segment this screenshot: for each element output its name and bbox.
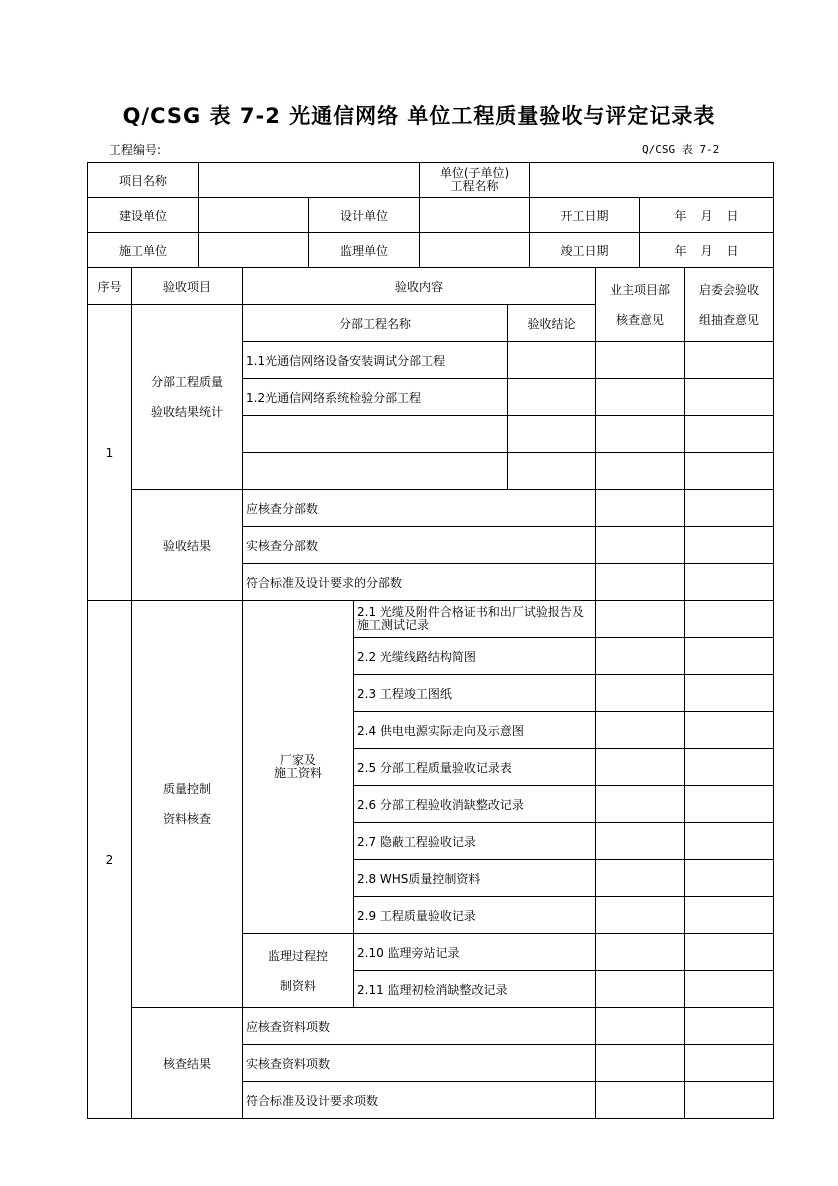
acceptance-table	[87, 267, 774, 1119]
owner-opinion-cell[interactable]	[596, 1008, 685, 1045]
completion-date-field[interactable]	[640, 233, 774, 268]
conclusion-cell[interactable]	[508, 342, 596, 379]
owner-opinion-cell[interactable]	[596, 527, 685, 564]
document-row: 2.6 分部工程验收消缺整改记录	[354, 786, 596, 823]
owner-opinion-cell[interactable]	[596, 601, 685, 638]
committee-opinion-cell[interactable]	[685, 1082, 774, 1119]
unit-project-name-field[interactable]	[530, 163, 774, 198]
committee-opinion-cell[interactable]	[685, 823, 774, 860]
document-row: 2.2 光缆线路结构简图	[354, 638, 596, 675]
col-header-conclusion: 验收结论	[508, 305, 596, 342]
col-header-committee: 启委会验收 组抽查意见	[685, 268, 774, 342]
owner-opinion-cell[interactable]	[596, 934, 685, 971]
owner-opinion-cell[interactable]	[596, 897, 685, 934]
section2-label: 质量控制 资料核查	[132, 601, 243, 1008]
document-row: 2.8 WHS质量控制资料	[354, 860, 596, 897]
committee-opinion-cell[interactable]	[685, 416, 774, 453]
project-name-label: 项目名称	[88, 163, 199, 198]
committee-opinion-cell[interactable]	[685, 749, 774, 786]
committee-opinion-cell[interactable]	[685, 564, 774, 601]
month-label: 月	[700, 208, 713, 223]
committee-opinion-cell[interactable]	[685, 1045, 774, 1082]
design-unit-label: 设计单位	[309, 198, 420, 233]
owner-opinion-cell[interactable]	[596, 416, 685, 453]
start-date-field[interactable]	[640, 198, 774, 233]
result-row: 应核查资料项数	[243, 1008, 596, 1045]
committee-opinion-cell[interactable]	[685, 675, 774, 712]
committee-opinion-cell[interactable]	[685, 342, 774, 379]
form-code: Q/CSG 表 7-2	[642, 143, 720, 156]
result-row: 符合标准及设计要求项数	[243, 1082, 596, 1119]
sub-project-row[interactable]	[243, 453, 508, 490]
owner-opinion-cell[interactable]	[596, 712, 685, 749]
committee-opinion-cell[interactable]	[685, 897, 774, 934]
unit-project-name-label: 单位(子单位) 工程名称	[420, 163, 530, 198]
owner-opinion-cell[interactable]	[596, 342, 685, 379]
document-row: 2.11 监理初检消缺整改记录	[354, 971, 596, 1008]
owner-opinion-cell[interactable]	[596, 823, 685, 860]
section2-number: 2	[88, 601, 132, 1119]
committee-opinion-cell[interactable]	[685, 379, 774, 416]
construction-unit-label: 建设单位	[88, 198, 199, 233]
col-header-item: 验收项目	[132, 268, 243, 305]
construction-unit-field[interactable]	[199, 198, 309, 233]
group2-label: 监理过程控 制资料	[243, 934, 354, 1008]
project-number-label: 工程编号:	[109, 143, 162, 157]
project-name-field[interactable]	[199, 163, 420, 198]
build-unit-label: 施工单位	[88, 233, 199, 268]
section2-result-label: 核查结果	[132, 1008, 243, 1119]
document-row: 2.9 工程质量验收记录	[354, 897, 596, 934]
committee-opinion-cell[interactable]	[685, 1008, 774, 1045]
document-row: 2.3 工程竣工图纸	[354, 675, 596, 712]
owner-opinion-cell[interactable]	[596, 971, 685, 1008]
document-row: 2.4 供电电源实际走向及示意图	[354, 712, 596, 749]
owner-opinion-cell[interactable]	[596, 860, 685, 897]
result-row: 实核查资料项数	[243, 1045, 596, 1082]
build-unit-field[interactable]	[199, 233, 309, 268]
committee-opinion-cell[interactable]	[685, 860, 774, 897]
committee-opinion-cell[interactable]	[685, 527, 774, 564]
result-row: 应核查分部数	[243, 490, 596, 527]
owner-opinion-cell[interactable]	[596, 453, 685, 490]
owner-opinion-cell[interactable]	[596, 1082, 685, 1119]
day-label: 日	[726, 208, 739, 223]
owner-opinion-cell[interactable]	[596, 1045, 685, 1082]
document-row: 2.10 监理旁站记录	[354, 934, 596, 971]
col-header-sub-name: 分部工程名称	[243, 305, 508, 342]
committee-opinion-cell[interactable]	[685, 712, 774, 749]
conclusion-cell[interactable]	[508, 379, 596, 416]
section1-label: 分部工程质量 验收结果统计	[132, 305, 243, 490]
start-date-label: 开工日期	[530, 198, 640, 233]
committee-opinion-cell[interactable]	[685, 601, 774, 638]
committee-opinion-cell[interactable]	[685, 786, 774, 823]
owner-opinion-cell[interactable]	[596, 749, 685, 786]
col-header-owner: 业主项目部 核查意见	[596, 268, 685, 342]
design-unit-field[interactable]	[420, 198, 530, 233]
completion-date-label: 竣工日期	[530, 233, 640, 268]
owner-opinion-cell[interactable]	[596, 490, 685, 527]
owner-opinion-cell[interactable]	[596, 379, 685, 416]
year-label: 年	[674, 208, 687, 223]
owner-opinion-cell[interactable]	[596, 786, 685, 823]
supervision-unit-label: 监理单位	[309, 233, 420, 268]
document-row: 2.7 隐蔽工程验收记录	[354, 823, 596, 860]
committee-opinion-cell[interactable]	[685, 453, 774, 490]
sub-project-row: 1.2光通信网络系统检验分部工程	[243, 379, 508, 416]
section1-number: 1	[88, 305, 132, 601]
col-header-content: 验收内容	[243, 268, 596, 305]
document-row: 2.5 分部工程质量验收记录表	[354, 749, 596, 786]
group1-label: 厂家及 施工资料	[243, 601, 354, 934]
document-row: 2.1 光缆及附件合格证书和出厂试验报告及施工测试记录	[354, 601, 596, 638]
project-info-table	[87, 162, 774, 268]
sub-project-row: 1.1光通信网络设备安装调试分部工程	[243, 342, 508, 379]
page-title: Q/CSG 表 7-2 光通信网络 单位工程质量验收与评定记录表	[122, 104, 716, 128]
owner-opinion-cell[interactable]	[596, 675, 685, 712]
conclusion-cell[interactable]	[508, 416, 596, 453]
year-label: 年	[674, 243, 687, 258]
owner-opinion-cell[interactable]	[596, 638, 685, 675]
committee-opinion-cell[interactable]	[685, 638, 774, 675]
section1-result-label: 验收结果	[132, 490, 243, 601]
committee-opinion-cell[interactable]	[685, 490, 774, 527]
day-label: 日	[726, 243, 739, 258]
conclusion-cell[interactable]	[508, 453, 596, 490]
committee-opinion-cell[interactable]	[685, 971, 774, 1008]
supervision-unit-field[interactable]	[420, 233, 530, 268]
owner-opinion-cell[interactable]	[596, 564, 685, 601]
sub-project-row[interactable]	[243, 416, 508, 453]
month-label: 月	[700, 243, 713, 258]
result-row: 实核查分部数	[243, 527, 596, 564]
committee-opinion-cell[interactable]	[685, 934, 774, 971]
col-header-no: 序号	[88, 268, 132, 305]
result-row: 符合标准及设计要求的分部数	[243, 564, 596, 601]
